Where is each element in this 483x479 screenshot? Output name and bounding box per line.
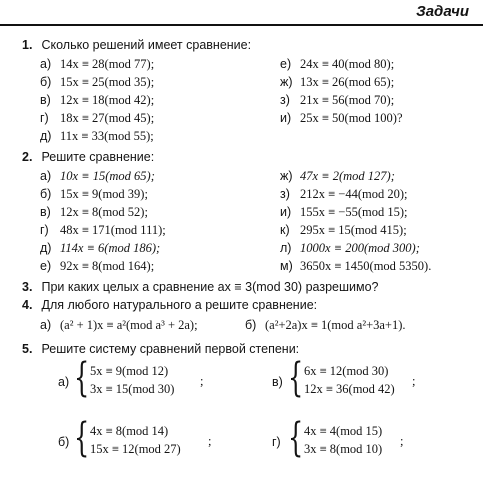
problem-number: 5. (22, 342, 33, 356)
item-label: к) (280, 223, 290, 237)
list-item (280, 169, 395, 184)
problem-4-heading (22, 298, 317, 312)
item-label: л) (280, 241, 292, 255)
item-label: м) (280, 259, 293, 273)
item-equation: (a² + 1)x ≡ a²(mod a³ + 2a); (60, 318, 198, 332)
terminator: ; (412, 374, 416, 388)
terminator: ; (200, 374, 204, 388)
system-equation: 12x ≡ 36(mod 42) (304, 382, 395, 396)
list-item (40, 241, 160, 256)
item-label: и) (280, 205, 292, 219)
item-equation: 12x ≡ 18(mod 42); (60, 93, 155, 107)
equation-system (58, 355, 238, 402)
item-label: з) (280, 93, 290, 107)
list-item (280, 223, 407, 238)
item-equation: 155x ≡ −55(mod 15); (300, 205, 408, 219)
item-label: з) (280, 187, 290, 201)
terminator: ; (400, 434, 404, 448)
system-equation: 4x ≡ 4(mod 15) (304, 424, 383, 438)
system-equation: 5x ≡ 9(mod 12) (90, 364, 169, 378)
brace-icon: { (74, 355, 90, 401)
brace-icon: { (288, 355, 304, 401)
item-equation: 12x ≡ 8(mod 52); (60, 205, 148, 219)
problem-text: При каких целых a сравнение ax ≡ 3(mod 30) разрешимо? (41, 280, 379, 294)
item-equation: 1000x ≡ 200(mod 300); (300, 241, 420, 255)
item-equation: 24x ≡ 40(mod 80); (300, 57, 395, 71)
list-item (40, 187, 148, 202)
item-label: е) (280, 57, 292, 71)
list-item (280, 57, 394, 72)
item-label: б) (58, 435, 70, 449)
brace-icon: { (288, 415, 304, 461)
list-item (40, 57, 154, 72)
problem-text: Решите сравнение: (41, 150, 155, 164)
problem-text: Решите систему сравнений первой степени: (41, 342, 300, 356)
problem-number: 4. (22, 298, 33, 312)
list-item (40, 318, 198, 333)
item-label: б) (40, 187, 52, 201)
problem-3-heading (22, 280, 378, 294)
list-item (280, 93, 394, 108)
item-equation: 3650x ≡ 1450(mod 5350). (300, 259, 432, 273)
list-item (280, 187, 408, 202)
item-equation: 25x ≡ 50(mod 100)? (300, 111, 403, 125)
system-equation: 4x ≡ 8(mod 14) (90, 424, 169, 438)
problem-text: Сколько решений имеет сравнение: (41, 38, 252, 52)
item-label: в) (40, 93, 51, 107)
problem-2-heading (22, 150, 154, 164)
item-label: ж) (280, 75, 293, 89)
item-label: а) (40, 318, 52, 332)
list-item (280, 241, 420, 256)
system-equation: 15x ≡ 12(mod 27) (90, 442, 181, 456)
item-label: и) (280, 111, 292, 125)
problem-1-heading (22, 38, 251, 52)
item-label: е) (40, 259, 52, 273)
header-rule (0, 24, 483, 26)
list-item (280, 259, 431, 274)
item-equation: 21x ≡ 56(mod 70); (300, 93, 395, 107)
problem-number: 2. (22, 150, 33, 164)
item-equation: 15x ≡ 9(mod 39); (60, 187, 148, 201)
list-item (40, 129, 154, 144)
item-equation: 212x ≡ −44(mod 20); (300, 187, 408, 201)
item-equation: 15x ≡ 25(mod 35); (60, 75, 155, 89)
list-item (280, 75, 394, 90)
section-title: Задачи (416, 3, 469, 20)
list-item (280, 111, 403, 126)
problem-5-heading (22, 342, 299, 356)
list-item (40, 93, 154, 108)
list-item (40, 259, 154, 274)
item-label: г) (40, 223, 49, 237)
item-equation: 10x ≡ 15(mod 65); (60, 169, 155, 183)
item-label: д) (40, 241, 52, 255)
list-item (280, 205, 408, 220)
list-item (245, 318, 406, 333)
list-item (40, 111, 154, 126)
list-item (40, 205, 148, 220)
item-equation: 13x ≡ 26(mod 65); (300, 75, 395, 89)
equation-system (58, 415, 238, 462)
item-label: г) (40, 111, 49, 125)
item-equation: 18x ≡ 27(mod 45); (60, 111, 155, 125)
terminator: ; (208, 434, 212, 448)
list-item (40, 169, 155, 184)
problem-number: 3. (22, 280, 33, 294)
item-label: а) (58, 375, 70, 389)
item-label: б) (40, 75, 52, 89)
item-equation: 48x ≡ 171(mod 111); (60, 223, 166, 237)
item-equation: 11x ≡ 33(mod 55); (60, 129, 154, 143)
item-label: б) (245, 318, 257, 332)
equation-system (272, 415, 452, 462)
item-equation: 295x ≡ 15(mod 415); (300, 223, 407, 237)
item-equation: 47x ≡ 2(mod 127); (300, 169, 395, 183)
item-label: а) (40, 169, 52, 183)
item-equation: 114x ≡ 6(mod 186); (60, 241, 161, 255)
problem-number: 1. (22, 38, 33, 52)
item-label: г) (272, 435, 281, 449)
item-equation: 92x ≡ 8(mod 164); (60, 259, 155, 273)
problem-text: Для любого натурального a решите сравнение: (41, 298, 318, 312)
item-equation: (a²+2a)x ≡ 1(mod a²+3a+1). (265, 318, 406, 332)
item-label: д) (40, 129, 52, 143)
equation-system (272, 355, 452, 402)
item-label: в) (272, 375, 283, 389)
system-equation: 3x ≡ 8(mod 10) (304, 442, 383, 456)
item-label: в) (40, 205, 51, 219)
item-label: а) (40, 57, 52, 71)
list-item (40, 75, 154, 90)
item-label: ж) (280, 169, 293, 183)
system-equation: 3x ≡ 15(mod 30) (90, 382, 175, 396)
item-equation: 14x ≡ 28(mod 77); (60, 57, 155, 71)
brace-icon: { (74, 415, 90, 461)
system-equation: 6x ≡ 12(mod 30) (304, 364, 389, 378)
page-header (0, 0, 483, 26)
list-item (40, 223, 166, 238)
